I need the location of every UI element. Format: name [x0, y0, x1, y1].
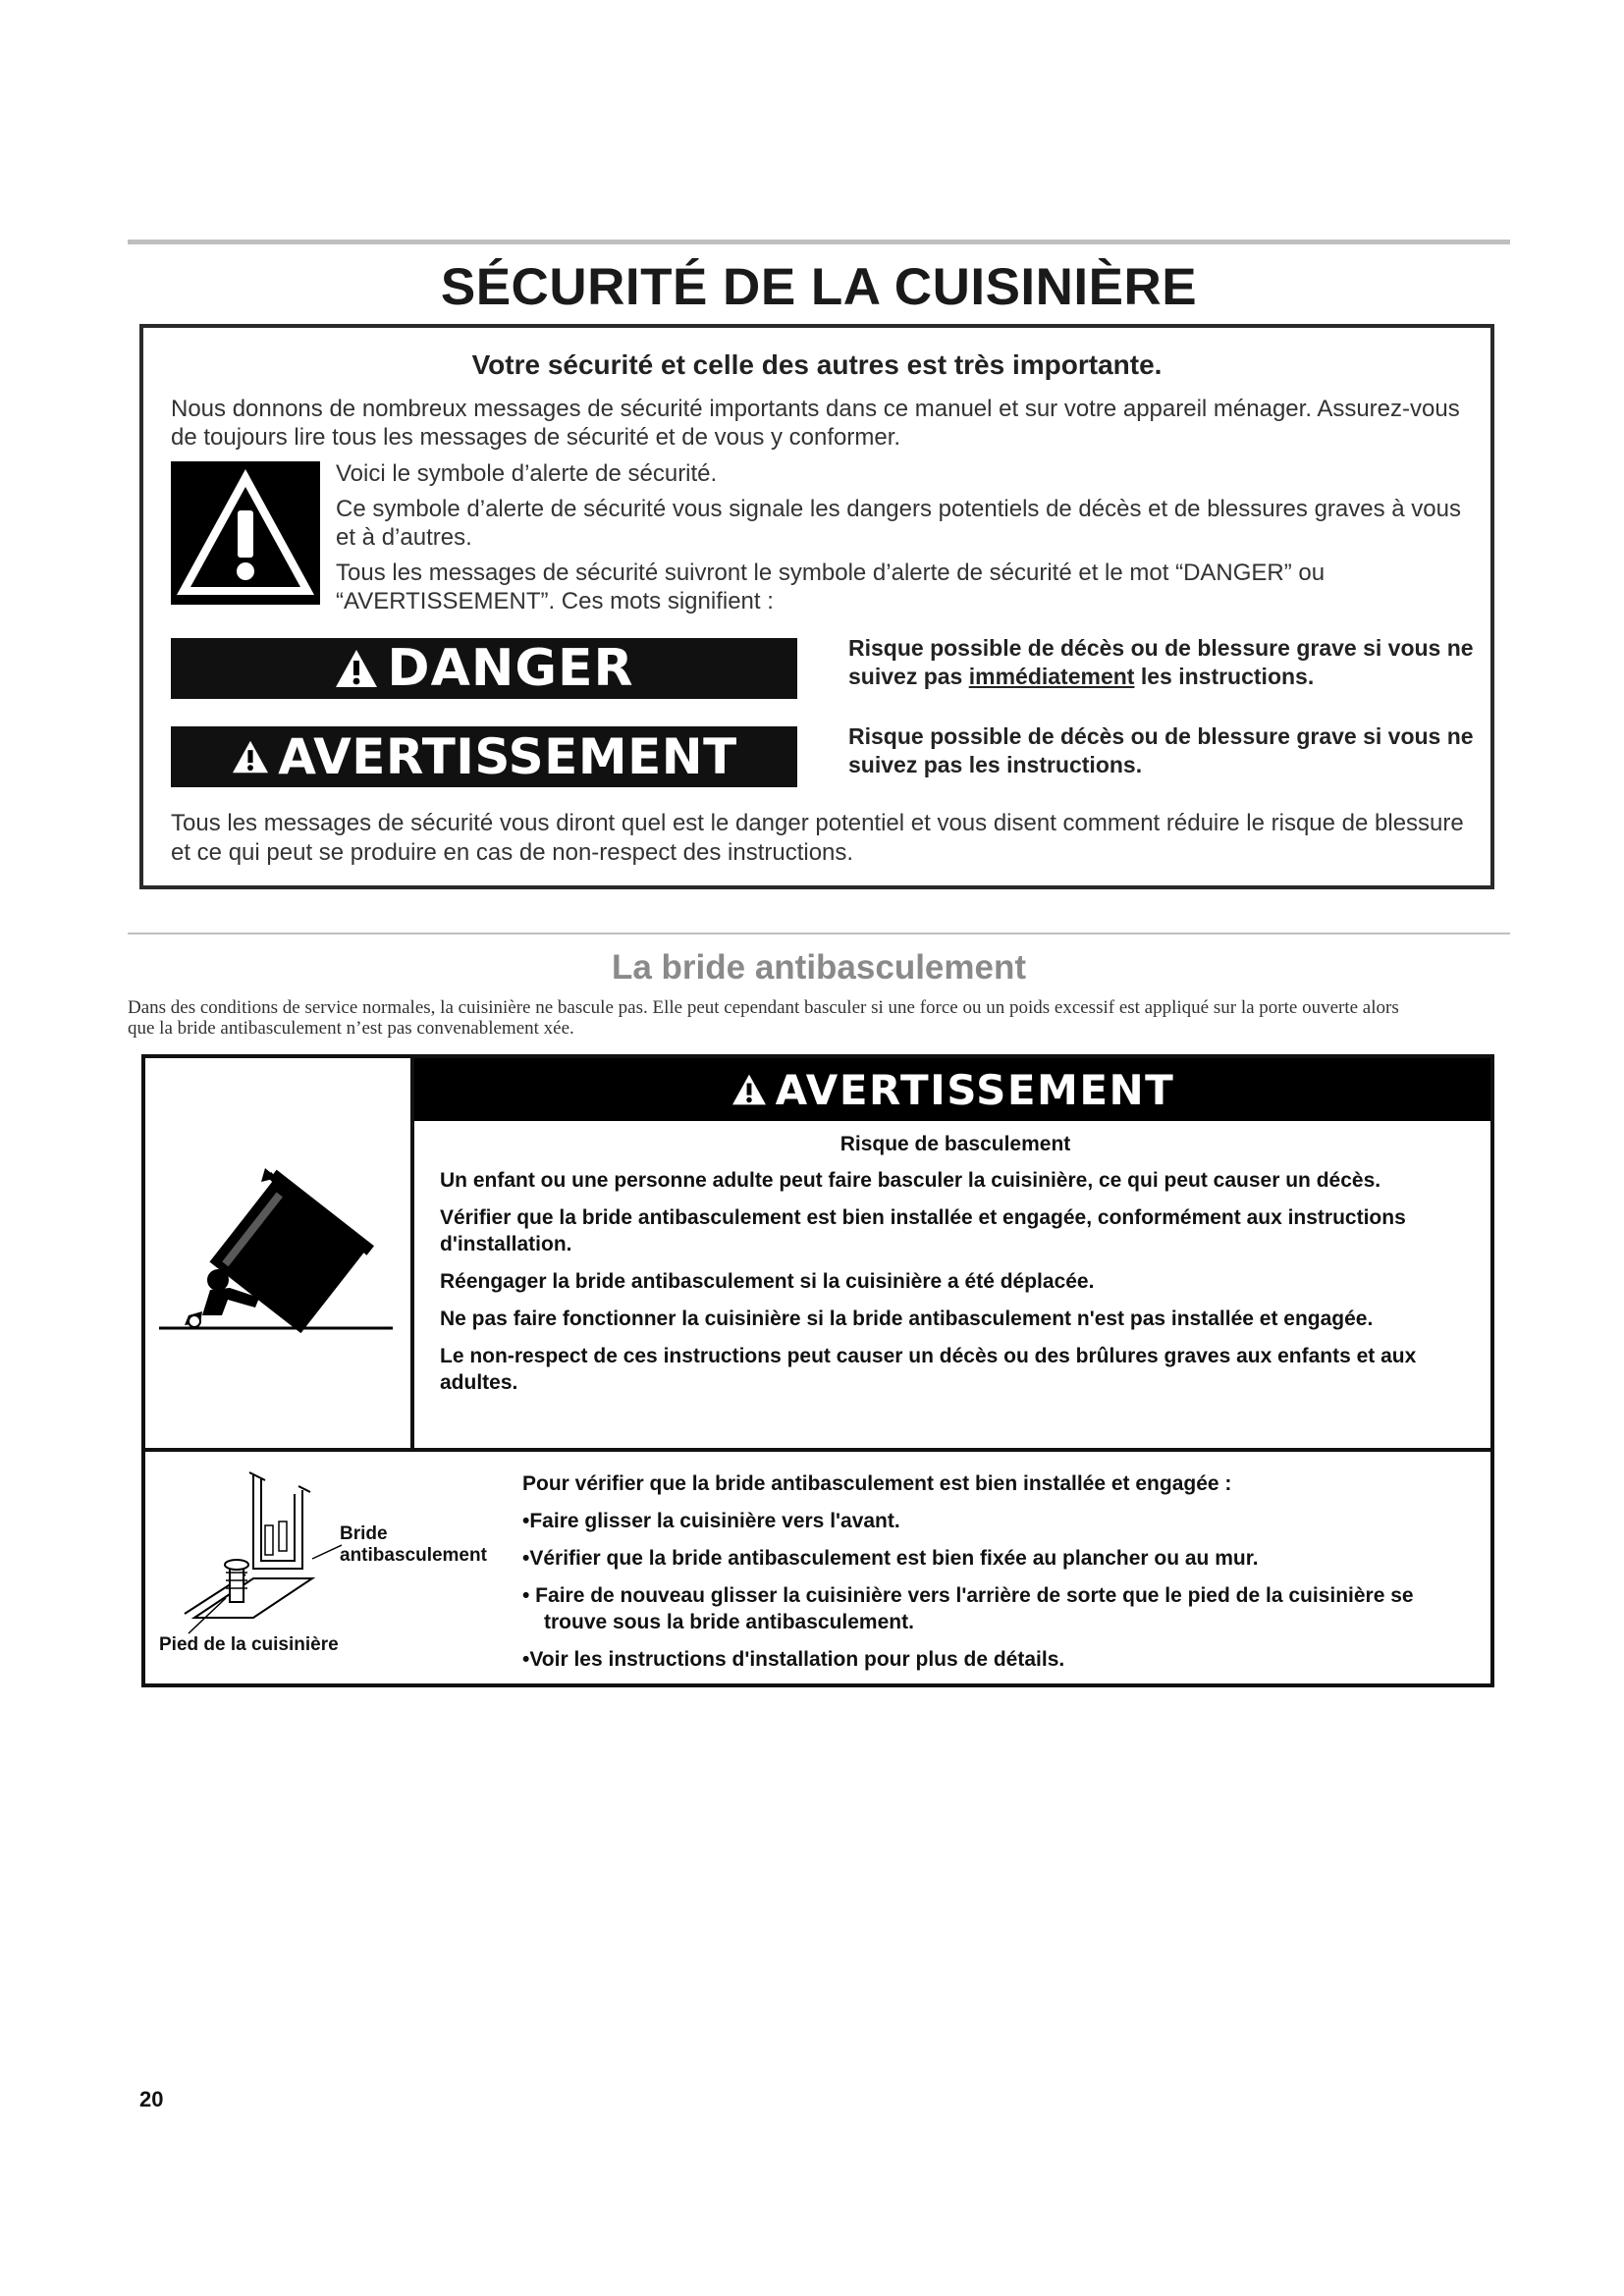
danger-signal-bar — [171, 638, 797, 699]
warning-label: AVERTISSEMENT — [278, 728, 737, 785]
anti-tip-bracket-diagram — [155, 1470, 342, 1637]
tip-over-illustration — [145, 1058, 410, 1451]
symbol-line: Voici le symbole d’alerte de sécurité. — [336, 460, 718, 487]
warning-triangle-icon — [231, 739, 270, 774]
anti-tip-warning-label: AVERTISSEMENT — [775, 1065, 1175, 1114]
verification-step: •Faire glisser la cuisinière vers l'avant. — [522, 1510, 900, 1532]
danger-desc-text-end: les instructions. — [1134, 664, 1315, 689]
warning-item: Vérifier que la bride antibasculement est bien installée et engagée, conformément aux instructions d'installation. — [440, 1206, 1406, 1255]
verification-intro: Pour vérifier que la bride antibasculement est bien installée et engagée : — [522, 1472, 1232, 1495]
verification-step: • Faire de nouveau glisser la cuisinière vers l'arrière de sorte que le pied de la cuisinière se trouve sous la bride antibasculement. — [522, 1584, 1414, 1633]
section-divider — [128, 933, 1510, 934]
foot-label: Pied de la cuisinière — [159, 1634, 339, 1655]
verification-step: •Vérifier que la bride antibasculement est bien fixée au plancher ou au mur. — [522, 1547, 1259, 1570]
danger-label: DANGER — [387, 639, 634, 698]
verification-steps — [522, 1470, 1475, 1683]
warning-description: Risque possible de décès ou de blessure grave si vous ne suivez pas les instructions. — [848, 723, 1474, 777]
safety-headline: Votre sécurité et celle des autres est très importante. — [471, 349, 1163, 380]
danger-description — [848, 634, 1477, 691]
bracket-label-line: Bride — [340, 1523, 388, 1544]
top-divider — [128, 240, 1510, 244]
safety-closing: Tous les messages de sécurité vous diront quel est le danger potentiel et vous disent comment réduire le risque de blessure et ce qui peut se produire en cas de non-respect des instructions. — [171, 810, 1464, 866]
warning-triangle-icon — [731, 1073, 768, 1106]
bracket-label-line: antibasculement — [340, 1545, 487, 1566]
section-title: La bride antibasculement — [611, 948, 1027, 987]
warning-box-divider — [145, 1448, 1490, 1452]
warning-triangle-icon — [334, 648, 379, 689]
safety-intro: Nous donnons de nombreux messages de sécurité importants dans ce manuel et sur votre appareil ménager. Assurez-vous de toujours lire tous les messages de sécurité et de vous y conformer. — [171, 396, 1460, 451]
warning-signal-bar — [171, 726, 797, 787]
symbol-line: Tous les messages de sécurité suivront le symbole d’alerte de sécurité et le mot “DANGER” ou “AVERTISSEMENT”. Ces mots signifient : — [336, 560, 1326, 614]
page-title: SÉCURITÉ DE LA CUISINIÈRE — [440, 258, 1198, 316]
bracket-label — [340, 1523, 487, 1567]
symbol-line: Ce symbole d’alerte de sécurité vous signale les dangers potentiels de décès et de blessures graves à vous et à d’autres. — [336, 496, 1461, 551]
verification-step: •Voir les instructions d'installation pour plus de détails. — [522, 1648, 1065, 1671]
danger-desc-text: Risque possible de décès ou de blessure grave si vous ne suivez pas — [848, 635, 1474, 689]
warning-item: Réengager la bride antibasculement si la cuisinière a été déplacée. — [440, 1270, 1095, 1293]
page-number: 20 — [139, 2087, 164, 2111]
anti-tip-warning-box — [141, 1054, 1494, 1687]
anti-tip-warning-banner — [414, 1058, 1490, 1121]
tip-over-illustration-cell — [145, 1058, 414, 1451]
danger-desc-emphasis: immédiatement — [968, 664, 1135, 689]
risk-title: Risque de basculement — [839, 1133, 1071, 1155]
warning-item: Un enfant ou une personne adulte peut faire basculer la cuisinière, ce qui peut causer un décès. — [440, 1169, 1381, 1192]
symbol-explanation — [336, 459, 1475, 622]
section-intro: Dans des conditions de service normales, la cuisinière ne bascule pas. Elle peut cependant basculer si une force ou un poids excessif est appliqué sur la porte ouverte alors que la bride antibasculement n’est pas convenablement xée. — [128, 997, 1399, 1039]
anti-tip-warning-text — [440, 1131, 1471, 1407]
safety-alert-icon — [171, 461, 320, 605]
warning-item: Le non-respect de ces instructions peut causer un décès ou des brûlures graves aux enfants et aux adultes. — [440, 1345, 1417, 1394]
safety-message-box — [139, 324, 1494, 889]
warning-item: Ne pas faire fonctionner la cuisinière si la bride antibasculement n'est pas installée et engagée. — [440, 1308, 1374, 1330]
